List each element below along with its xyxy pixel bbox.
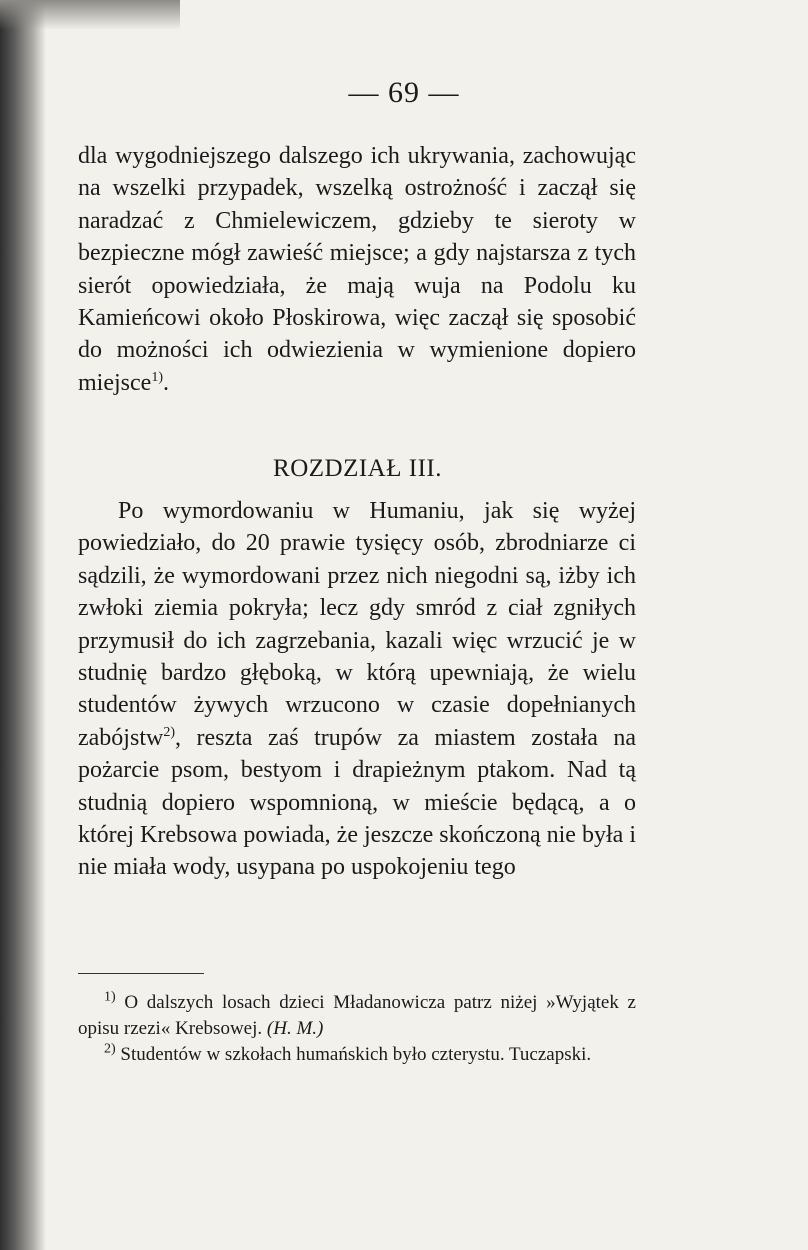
footnote-2 [78,1042,636,1068]
paragraph-1-end: . [162,369,169,396]
footnote-divider [78,973,204,974]
footnote-ref-1: 1) [151,369,163,385]
footnotes [78,990,636,1068]
footnote-1-text: O dalszych losach dzieci Mładanowicza patrz niżej »Wyjątek z opisu rzezi« Krebsowej. [78,992,636,1039]
footnote-marker-2: 2) [104,1041,116,1057]
footnote-ref-2: 2) [163,724,175,740]
scan-edge-shadow [0,0,180,30]
paragraph-continuation [78,140,636,399]
footnote-1 [78,990,636,1042]
page-number: — 69 — [348,76,460,109]
footnote-marker-1: 1) [104,989,116,1005]
paragraph-2-text-b: , reszta zaś trupów za miastem została na pożarcie psom, bestyom i drapieżnym ptakom. Nad tą studnią dopiero wspomnioną, w mieście będącą, a o której Krebsowa powiada, że jeszcze skończoną nie była i nie miała wody, usypana po uspokojeniu tego [78,724,636,881]
paragraph-1-text: dla wygodniejszego dalszego ich ukrywania, zachowując na wszelki przypadek, wszelką ostrożność i zaczął się naradzać z Chmielewiczem, gdzieby te sieroty w bezpieczne mógł zawieść miejsce; a gdy najstarsza z tych sierót opowiedziała, że mają wuja na Podolu ku Kamieńcowi około Płoskirowa, więc zaczął się sposobić do możności ich odwiezienia w wymienione dopiero miejsce [78,143,636,396]
footnote-2-text: Studentów w szkołach humańskich było czterystu. Tuczapski. [115,1044,592,1065]
chapter-heading: ROZDZIAŁ III. [273,455,442,482]
paragraph-2-text-a: Po wymordowaniu w Humaniu, jak się wyżej powiedziało, do 20 prawie tysięcy osób, zbrodniarze ci sądzili, że wymordowani przez nich niegodni są, iżby ich zwłoki ziemia pokryła; lecz gdy smród z ciał zgniłych przymusił do ich zagrzebania, kazali więc wrzucić je w studnię bardzo głęboką, w którą upewniają, że wielu studentów żywych wrzucono w czasie dopełnianych zabójstw [78,498,636,751]
binding-shadow [0,0,46,1250]
chapter-paragraph [78,495,636,884]
footnote-1-attribution: (H. M.) [266,1018,324,1039]
